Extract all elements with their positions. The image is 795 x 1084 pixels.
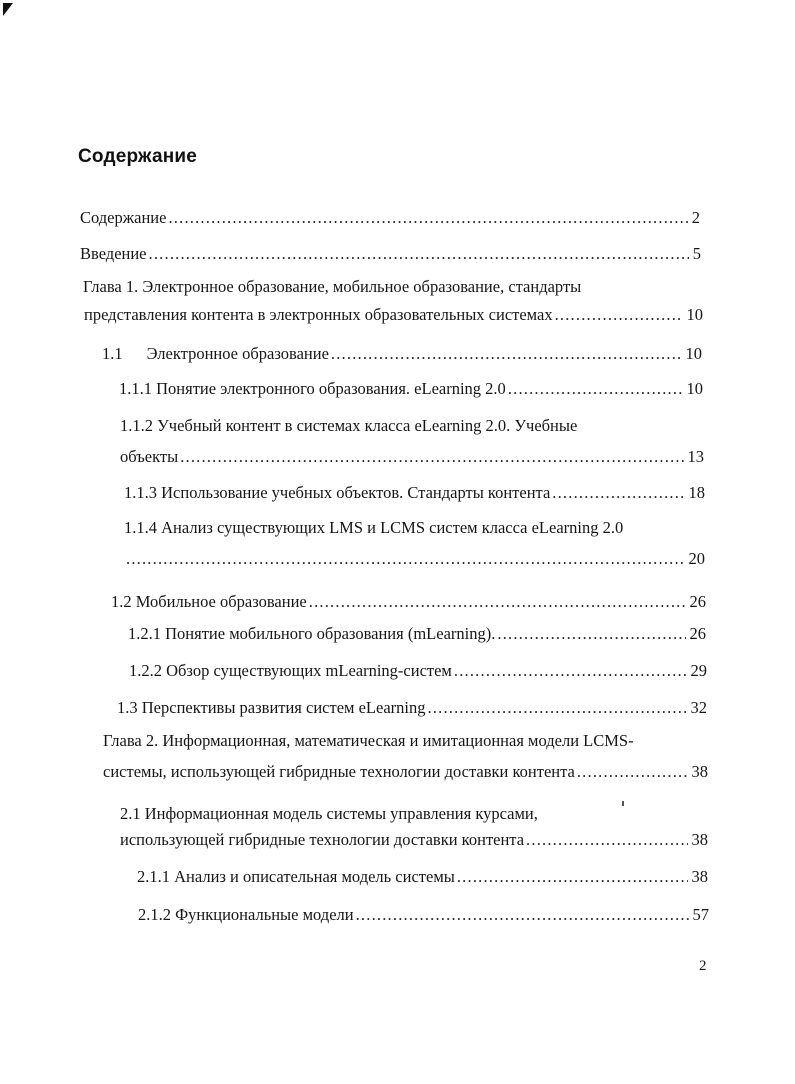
leader-dots: [508, 378, 683, 400]
leader-dots: [526, 829, 687, 851]
leader-dots: [168, 207, 687, 229]
leader-dots: [457, 866, 688, 888]
toc-entry-2-1-1[interactable]: [137, 866, 708, 888]
toc-entry-title: Содержание: [80, 208, 167, 227]
toc-entry-1-2-2[interactable]: [129, 660, 707, 682]
toc-entry-1-1-4[interactable]: [124, 548, 705, 570]
toc-entry-title: Введение: [80, 244, 147, 263]
toc-entry-introduction[interactable]: [80, 243, 701, 265]
toc-entry-page: 26: [689, 592, 706, 611]
toc-entry-title: представления контента в электронных образовательных системах: [84, 305, 553, 324]
toc-entry-page: 29: [690, 661, 707, 680]
toc-entry-1-1-4-line1[interactable]: 1.1.4 Анализ существующих LMS и LCMS систем класса eLearning 2.0: [124, 518, 624, 537]
leader-dots: [427, 697, 686, 719]
leader-dots: [454, 660, 687, 682]
toc-entry-page: 38: [691, 867, 708, 886]
toc-entry-page: 20: [688, 549, 705, 568]
toc-entry-page: 5: [692, 244, 701, 263]
toc-entry-1-2-1[interactable]: [128, 623, 706, 645]
leader-dots: [126, 548, 685, 570]
toc-entry-1-1-2[interactable]: [120, 446, 704, 468]
leader-dots: [577, 761, 688, 783]
toc-entry-title: 2.1.2 Функциональные модели: [138, 905, 354, 924]
toc-entry-title: системы, использующей гибридные технологии доставки контента: [103, 762, 575, 781]
leader-dots: [149, 243, 689, 265]
toc-entry-chapter2-line1[interactable]: Глава 2. Информационная, математическая и имитационная модели LCMS-: [103, 731, 634, 750]
toc-entry-title: 1.1.1 Понятие электронного образования. eLearning 2.0: [119, 379, 506, 398]
toc-entry-title: 1.2 Мобильное образование: [111, 592, 307, 611]
section-number: 1.1: [102, 344, 123, 363]
page-title: Содержание: [78, 146, 198, 167]
toc-entry-2-1-2[interactable]: [138, 904, 709, 926]
leader-dots: [356, 904, 689, 926]
toc-entry-title: 2.1.1 Анализ и описательная модель системы: [137, 867, 455, 886]
toc-entry-1-1-3[interactable]: [124, 482, 705, 504]
page-number: 2: [699, 958, 707, 974]
toc-entry-page: 38: [691, 830, 708, 849]
leader-dots: [555, 304, 683, 326]
leader-dots: [180, 446, 683, 468]
toc-entry-title: объекты: [120, 447, 179, 466]
toc-entry-page: 10: [685, 344, 702, 363]
toc-entry-2-1-line1[interactable]: 2.1 Информационная модель системы управления курсами,: [120, 804, 538, 823]
toc-entry-title: 1.2.2 Обзор существующих mLearning-систем: [129, 661, 452, 680]
leader-dots: [331, 343, 682, 365]
toc-entry-1-1-1[interactable]: [119, 378, 703, 400]
toc-entry-chapter2[interactable]: [103, 761, 708, 783]
toc-entry-title: 1.1.3 Использование учебных объектов. Стандарты контента: [124, 483, 551, 502]
toc-entry-contents[interactable]: [80, 207, 700, 229]
leader-dots: [309, 591, 686, 613]
toc-entry-page: 10: [686, 379, 703, 398]
toc-entry-title: [102, 343, 329, 365]
toc-entry-page: 13: [687, 447, 704, 466]
toc-entry-page: 18: [688, 483, 705, 502]
toc-entry-title: использующей гибридные технологии доставки контента: [120, 830, 525, 849]
toc-entry-page: 32: [690, 698, 707, 717]
scan-speck: [622, 801, 624, 806]
toc-entry-page: 26: [689, 624, 706, 643]
section-title: Электронное образование: [146, 344, 329, 363]
toc-entry-1-1-2-line1[interactable]: 1.1.2 Учебный контент в системах класса eLearning 2.0. Учебные: [120, 416, 578, 435]
toc-entry-page: 2: [691, 208, 700, 227]
toc-entry-1-1[interactable]: [102, 343, 702, 365]
toc-entry-1-2[interactable]: [111, 591, 706, 613]
toc-entry-title: 1.2.1 Понятие мобильного образования (mLearning).: [128, 624, 496, 643]
toc-entry-page: 10: [686, 305, 703, 324]
toc-entry-1-3[interactable]: [117, 697, 707, 719]
toc-entry-page: 38: [691, 762, 708, 781]
toc-entry-chapter1-line1[interactable]: Глава 1. Электронное образование, мобильное образование, стандарты: [83, 277, 582, 296]
leader-dots: [552, 482, 684, 504]
toc-entry-title: 1.3 Перспективы развития систем eLearning: [117, 698, 426, 717]
toc-entry-2-1[interactable]: [120, 829, 708, 851]
leader-dots: [497, 623, 685, 645]
toc-entry-chapter1[interactable]: [84, 304, 703, 326]
toc-entry-page: 57: [692, 905, 709, 924]
